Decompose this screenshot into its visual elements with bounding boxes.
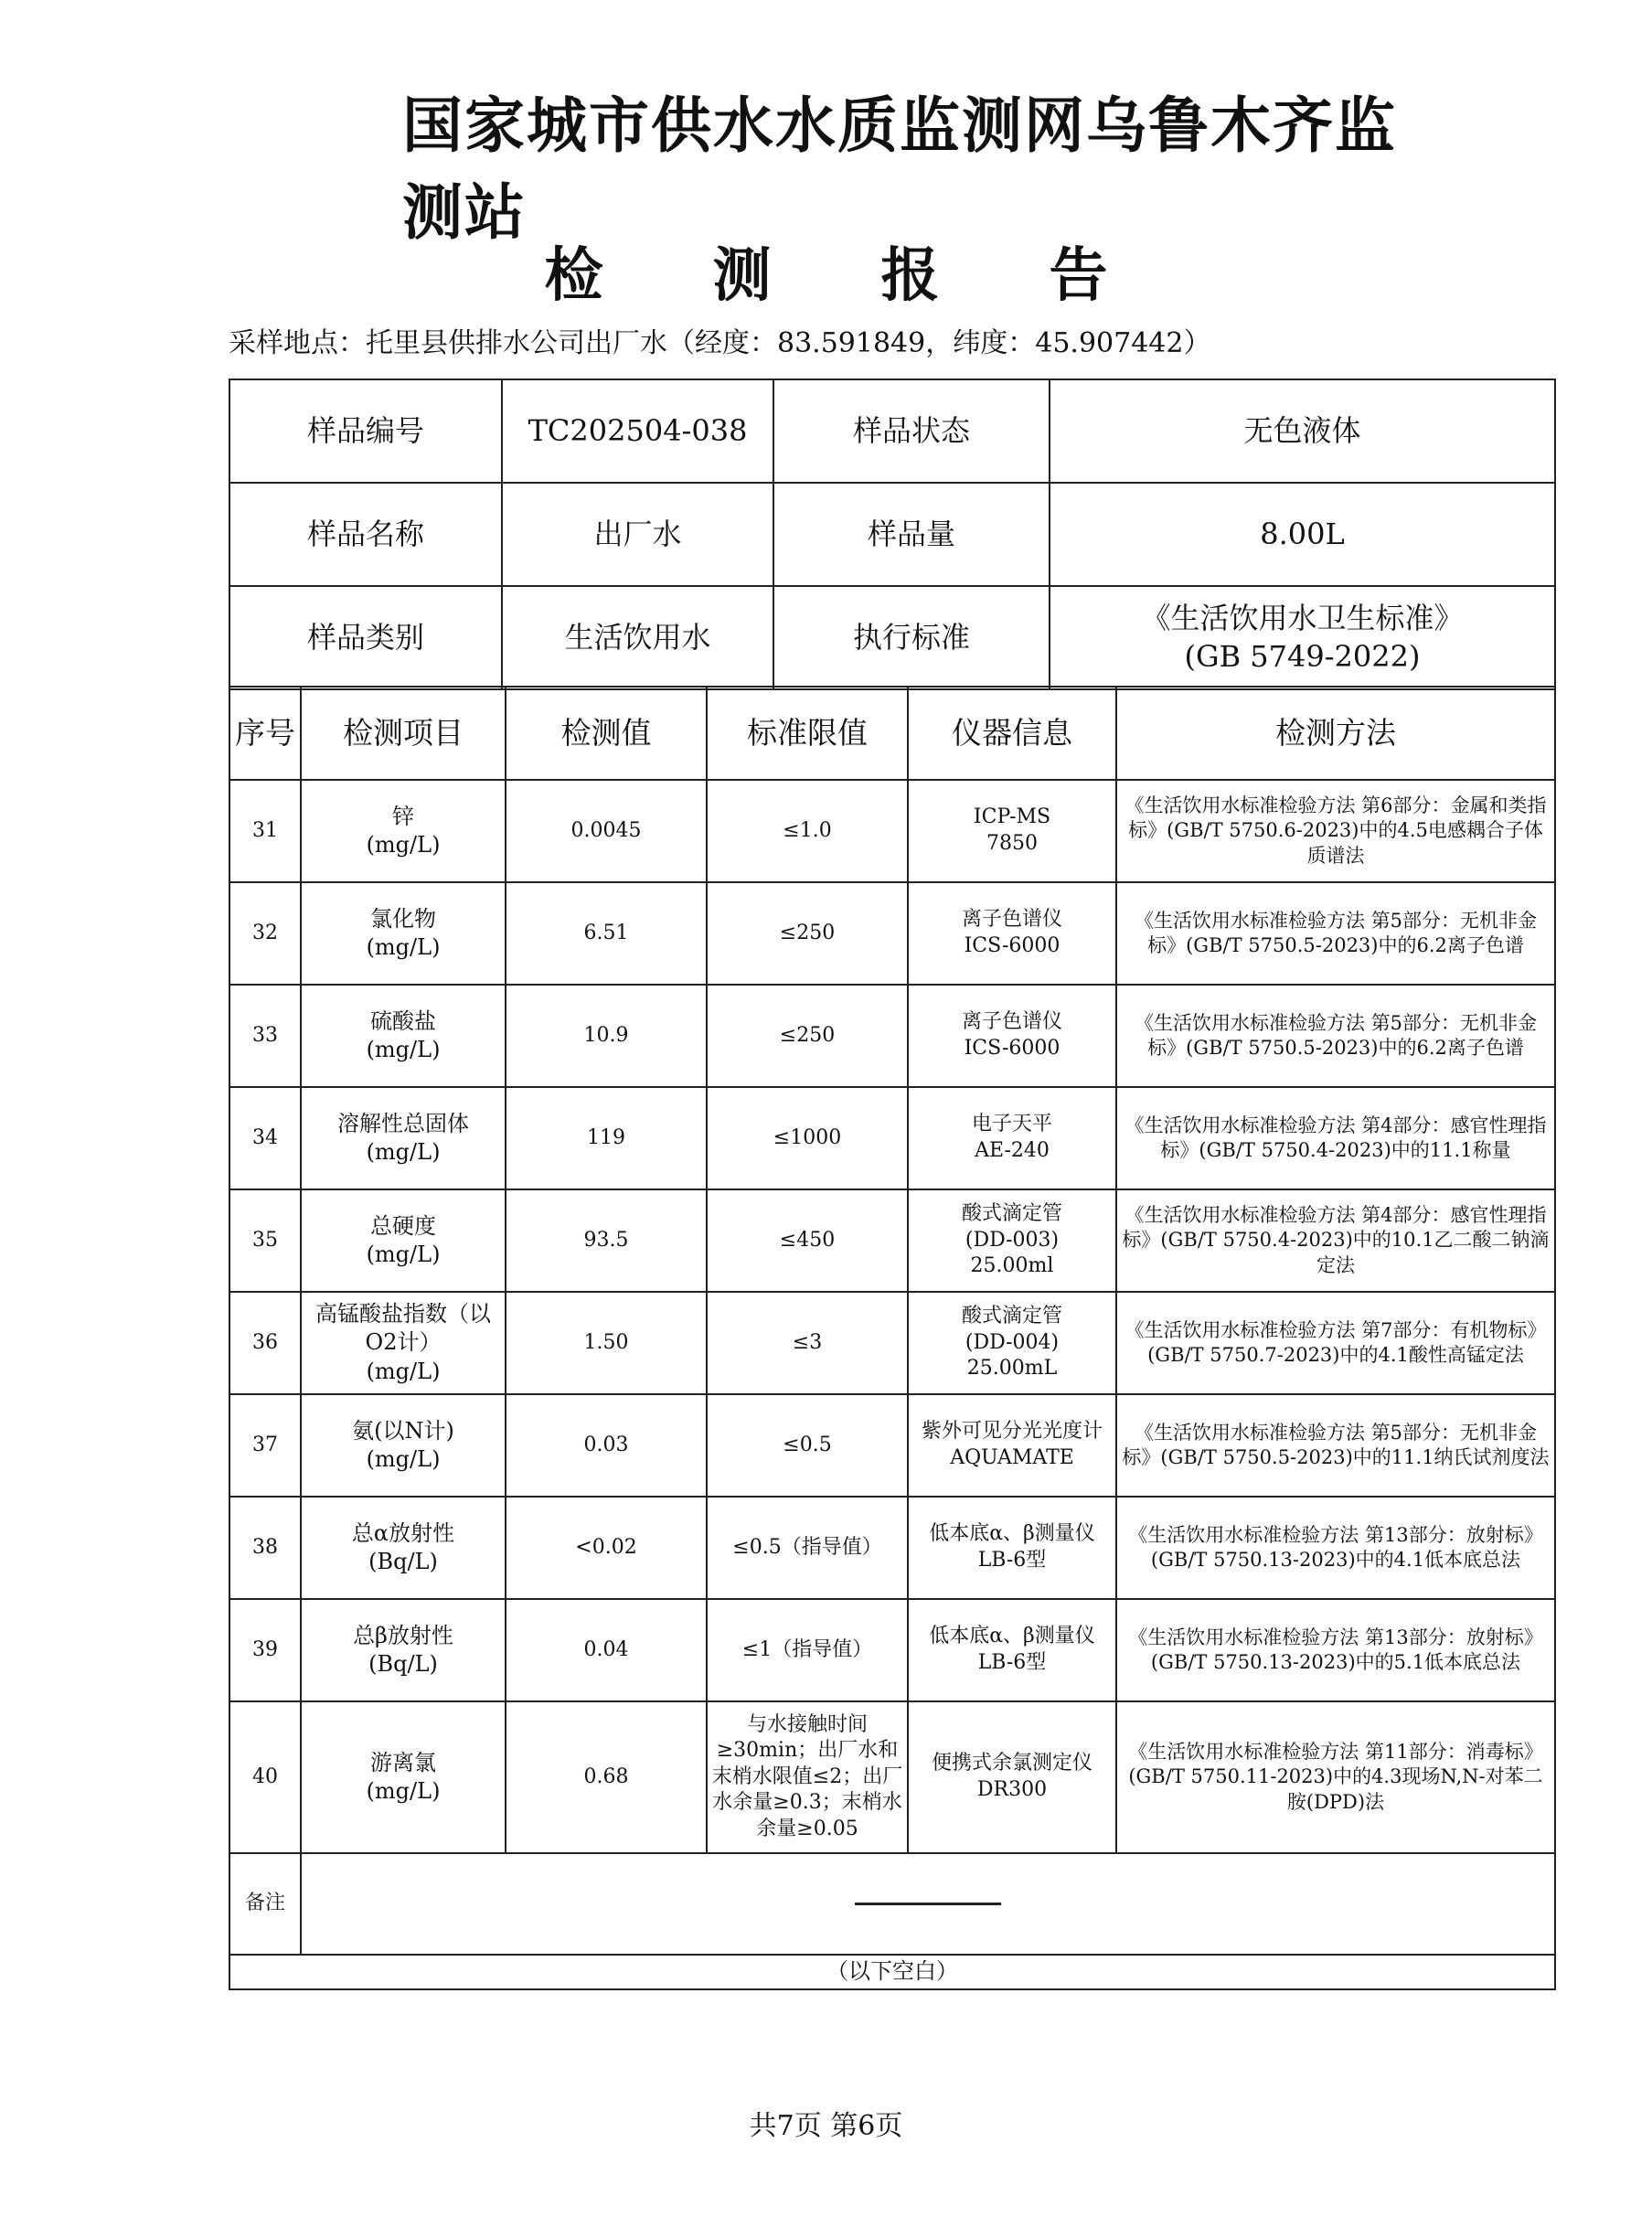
standard-line2: (GB 5749-2022)	[1184, 638, 1421, 674]
sample-qty-label: 样品量	[773, 483, 1050, 586]
row-method: 《生活饮用水标准检验方法 第13部分：放射标》(GB/T 5750.13-2023)中的5.1低本底总法	[1116, 1599, 1555, 1701]
instrument-line: 低本底α、β测量仪	[929, 1522, 1095, 1546]
row-limit: ≤450	[707, 1189, 908, 1292]
row-value: 93.5	[506, 1189, 707, 1292]
instrument-line: 25.00mL	[966, 1357, 1058, 1381]
row-method: 《生活饮用水标准检验方法 第7部分：有机物标》(GB/T 5750.7-2023)中的4.1酸性高锰定法	[1116, 1292, 1555, 1394]
row-value: 10.9	[506, 985, 707, 1087]
row-limit: ≤250	[707, 882, 908, 985]
row-instrument	[908, 1701, 1116, 1853]
row-method: 《生活饮用水标准检验方法 第5部分：无机非金标》(GB/T 5750.5-2023)中的6.2离子色谱	[1116, 882, 1555, 985]
instrument-line: ICS-6000	[964, 1037, 1060, 1060]
row-no: 35	[229, 1189, 301, 1292]
row-item	[301, 1394, 506, 1497]
item-name: 硫酸盐	[370, 1007, 436, 1034]
row-item	[301, 985, 506, 1087]
table-row	[229, 1189, 1555, 1292]
row-limit: ≤1（指导值）	[707, 1599, 908, 1701]
sample-type: 生活饮用水	[502, 586, 773, 689]
row-instrument	[908, 780, 1116, 882]
instrument-line: (DD-004)	[965, 1330, 1060, 1354]
table-row	[229, 1599, 1555, 1701]
row-item	[301, 1599, 506, 1701]
row-item	[301, 1087, 506, 1189]
instrument-line: 离子色谱仪	[961, 1010, 1062, 1034]
item-unit: (mg/L)	[366, 1446, 441, 1472]
row-instrument	[908, 985, 1116, 1087]
instrument-line: 酸式滴定管	[961, 1202, 1062, 1226]
instrument-line: ICS-6000	[964, 934, 1060, 957]
page-number: 共7页 第6页	[749, 2110, 903, 2142]
item-unit: (mg/L)	[366, 1139, 441, 1165]
row-limit: ≤0.5	[707, 1394, 908, 1497]
instrument-line: 离子色谱仪	[961, 908, 1062, 932]
row-no: 38	[229, 1497, 301, 1599]
instrument-line: 电子天平	[971, 1113, 1052, 1136]
header-method: 检测方法	[1116, 687, 1555, 780]
blank-note: （以下空白）	[229, 1955, 1555, 1989]
row-limit: ≤3	[707, 1292, 908, 1394]
sample-type-label: 样品类别	[229, 586, 502, 689]
row-item	[301, 1497, 506, 1599]
standard-line1: 《生活饮用水卫生标准》	[1141, 600, 1464, 635]
item-unit: (mg/L)	[366, 1358, 441, 1384]
table-row	[229, 1087, 1555, 1189]
row-limit: 与水接触时间≥30min；出厂水和末梢水限值≤2；出厂水余量≥0.3；末梢水余量≥0.05	[707, 1701, 908, 1853]
row-method: 《生活饮用水标准检验方法 第4部分：感官性理指标》(GB/T 5750.4-2023)中的11.1称量	[1116, 1087, 1555, 1189]
item-name: 游离氯	[370, 1749, 436, 1775]
sample-info-table	[229, 378, 1556, 690]
info-row	[229, 586, 1555, 689]
item-name: 总硬度	[370, 1212, 436, 1239]
row-instrument	[908, 1189, 1116, 1292]
header-item: 检测项目	[301, 687, 506, 780]
table-header-row	[229, 687, 1555, 780]
remark-dash	[855, 1903, 1001, 1905]
row-no: 31	[229, 780, 301, 882]
sample-state: 无色液体	[1050, 379, 1555, 483]
sample-no: TC202504-038	[502, 379, 773, 483]
standard-label: 执行标准	[773, 586, 1050, 689]
item-unit: (mg/L)	[366, 1242, 441, 1267]
item-name: 总α放射性	[351, 1519, 455, 1546]
row-no: 39	[229, 1599, 301, 1701]
info-row	[229, 483, 1555, 586]
row-method: 《生活饮用水标准检验方法 第11部分：消毒标》(GB/T 5750.11-2023)中的4.3现场N,N-对苯二胺(DPD)法	[1116, 1701, 1555, 1853]
item-unit: (Bq/L)	[368, 1651, 438, 1677]
row-no: 33	[229, 985, 301, 1087]
row-item	[301, 1189, 506, 1292]
table-row	[229, 1292, 1555, 1394]
row-value: <0.02	[506, 1497, 707, 1599]
row-value: 1.50	[506, 1292, 707, 1394]
row-instrument	[908, 1599, 1116, 1701]
header-no: 序号	[229, 687, 301, 780]
sample-qty: 8.00L	[1050, 483, 1555, 586]
row-no: 37	[229, 1394, 301, 1497]
item-unit: (Bq/L)	[368, 1549, 438, 1574]
row-no: 32	[229, 882, 301, 985]
row-limit: ≤1000	[707, 1087, 908, 1189]
instrument-line: AQUAMATE	[950, 1446, 1074, 1469]
instrument-line: DR300	[976, 1778, 1048, 1801]
row-value: 0.03	[506, 1394, 707, 1497]
row-item	[301, 1701, 506, 1853]
item-name: 锌	[392, 803, 414, 829]
results-table	[229, 686, 1556, 1990]
row-method: 《生活饮用水标准检验方法 第5部分：无机非金标》(GB/T 5750.5-2023)中的6.2离子色谱	[1116, 985, 1555, 1087]
instrument-line: LB-6型	[977, 1651, 1047, 1674]
item-name: 总β放射性	[353, 1622, 453, 1648]
item-name: 高锰酸盐指数（以O2计）	[315, 1301, 491, 1356]
item-name: 氨(以N计)	[352, 1417, 454, 1444]
sample-no-label: 样品编号	[229, 379, 502, 483]
row-method: 《生活饮用水标准检验方法 第6部分：金属和类指标》(GB/T 5750.6-2023)中的4.5电感耦合子体质谱法	[1116, 780, 1555, 882]
row-instrument	[908, 1087, 1116, 1189]
instrument-line: LB-6型	[977, 1549, 1047, 1572]
instrument-line: (DD-003)	[965, 1228, 1060, 1252]
row-value: 0.68	[506, 1701, 707, 1853]
instrument-line: 25.00ml	[970, 1254, 1054, 1278]
row-limit: ≤0.5（指导值）	[707, 1497, 908, 1599]
instrument-line: AE-240	[975, 1139, 1050, 1162]
item-unit: (mg/L)	[366, 832, 441, 858]
instrument-line: ICP-MS	[973, 805, 1051, 829]
sampling-location: 采样地点：托里县供排水公司出厂水（经度：83.591849，纬度：45.907442）	[229, 327, 1211, 359]
row-no: 40	[229, 1701, 301, 1853]
item-unit: (mg/L)	[366, 934, 441, 960]
row-instrument	[908, 1292, 1116, 1394]
table-row	[229, 1394, 1555, 1497]
item-name: 溶解性总固体	[337, 1110, 469, 1136]
remark-label: 备注	[229, 1853, 301, 1955]
row-instrument	[908, 882, 1116, 985]
sample-name-label: 样品名称	[229, 483, 502, 586]
standard-value	[1050, 586, 1555, 689]
instrument-line: 酸式滴定管	[961, 1305, 1062, 1328]
organization-title: 国家城市供水水质监测网乌鲁木齐监测站	[402, 90, 1397, 248]
header-value: 检测值	[506, 687, 707, 780]
instrument-line: 便携式余氯测定仪	[931, 1752, 1092, 1775]
header-instrument: 仪器信息	[908, 687, 1116, 780]
row-limit: ≤1.0	[707, 780, 908, 882]
row-no: 36	[229, 1292, 301, 1394]
row-value: 0.0045	[506, 780, 707, 882]
row-value: 0.04	[506, 1599, 707, 1701]
remark-row	[229, 1853, 1555, 1955]
remark-content	[301, 1853, 1555, 1955]
row-limit: ≤250	[707, 985, 908, 1087]
item-name: 氯化物	[370, 905, 436, 932]
row-item	[301, 1292, 506, 1394]
table-row	[229, 1701, 1555, 1853]
item-unit: (mg/L)	[366, 1778, 441, 1804]
row-value: 119	[506, 1087, 707, 1189]
blank-row	[229, 1955, 1555, 1989]
row-no: 34	[229, 1087, 301, 1189]
report-title: 检测报告	[544, 241, 1218, 310]
row-item	[301, 780, 506, 882]
table-row	[229, 985, 1555, 1087]
row-method: 《生活饮用水标准检验方法 第4部分：感官性理指标》(GB/T 5750.4-2023)中的10.1乙二酸二钠滴定法	[1116, 1189, 1555, 1292]
row-instrument	[908, 1394, 1116, 1497]
instrument-line: 低本底α、β测量仪	[929, 1625, 1095, 1648]
sample-name: 出厂水	[502, 483, 773, 586]
header-limit: 标准限值	[707, 687, 908, 780]
instrument-line: 7850	[986, 832, 1038, 855]
instrument-line: 紫外可见分光光度计	[921, 1420, 1103, 1444]
row-instrument	[908, 1497, 1116, 1599]
row-value: 6.51	[506, 882, 707, 985]
item-unit: (mg/L)	[366, 1037, 441, 1062]
table-row	[229, 1497, 1555, 1599]
table-row	[229, 882, 1555, 985]
row-method: 《生活饮用水标准检验方法 第5部分：无机非金标》(GB/T 5750.5-2023)中的11.1纳氏试剂度法	[1116, 1394, 1555, 1497]
row-item	[301, 882, 506, 985]
table-row	[229, 780, 1555, 882]
sample-state-label: 样品状态	[773, 379, 1050, 483]
info-row	[229, 379, 1555, 483]
row-method: 《生活饮用水标准检验方法 第13部分：放射标》(GB/T 5750.13-2023)中的4.1低本底总法	[1116, 1497, 1555, 1599]
